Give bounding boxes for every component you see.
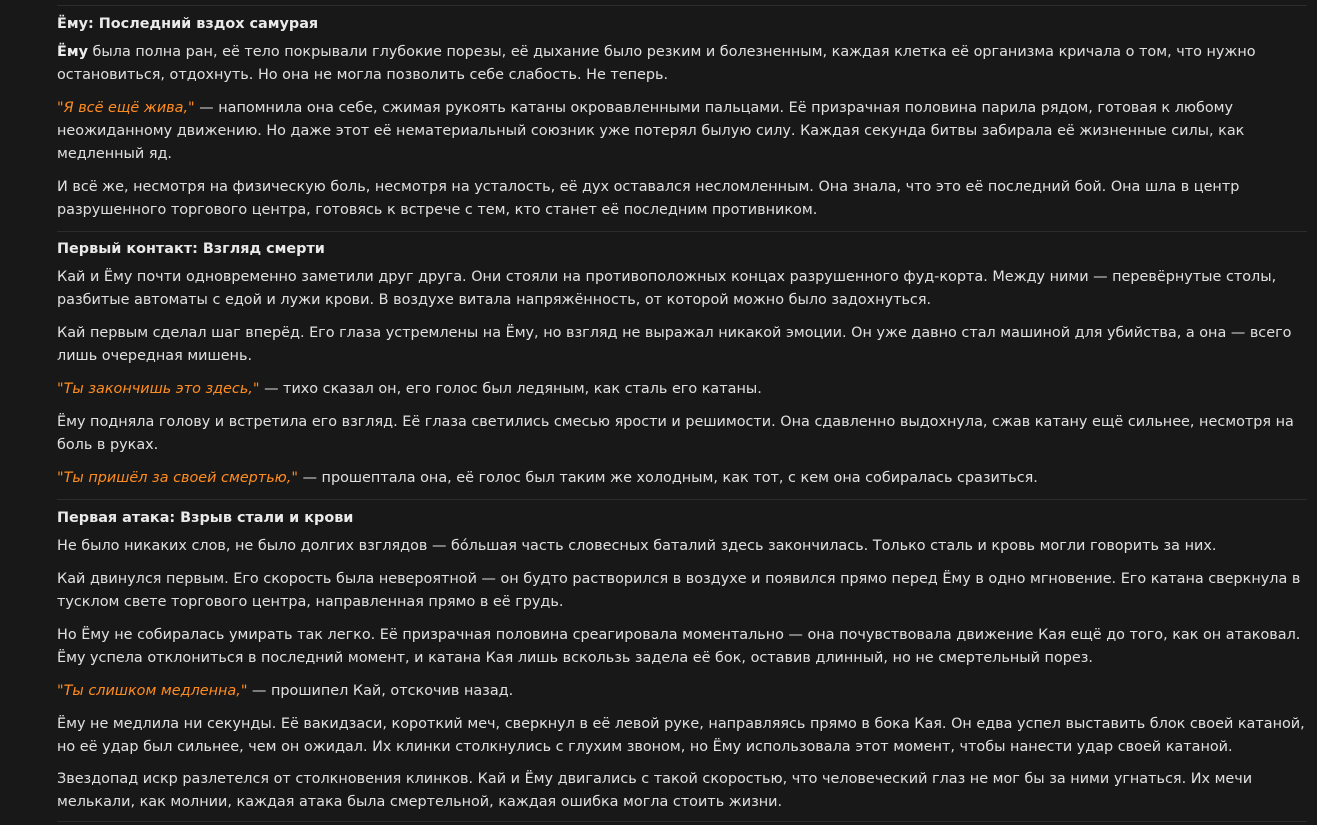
paragraph-text: была полна ран, её тело покрывали глубокие порезы, её дыхание было резким и болезненным, каждая клетка её организма кричала о том, что нужно остановиться, отдохнуть. Но она не могла позволить себе слабость. Не теперь. [57, 44, 1256, 83]
top-divider [57, 5, 1307, 6]
paragraph [57, 467, 1313, 490]
paragraph-text: — прошептала она, её голос был таким же холодным, как тот, с кем она собиралась сразиться. [298, 470, 1038, 486]
paragraph-text: — прошипел Кай, отскочив назад. [247, 683, 514, 699]
paragraph [57, 680, 1313, 703]
paragraph: Звездопад искр разлетелся от столкновения клинков. Кай и Ёму двигались с такой скоростью, что человеческий глаз не мог бы за ними угнаться. Их мечи мелькали, как молнии, каждая атака была смертельной, каждая ошибка могла стоить жизни. [57, 771, 1253, 810]
dialogue-quote: "Ты слишком медленна," [57, 683, 248, 699]
paragraph: Кай и Ёму почти одновременно заметили друг друга. Они стояли на противоположных концах разрушенного фуд-корта. Между ними — перевёрнутые столы, разбитые автоматы с едой и лужи крови. В воздухе витала напряжённость, от которой можно было задохнуться. [57, 269, 1277, 308]
paragraph-lead-name: Ёму [57, 44, 88, 60]
paragraph-text: — тихо сказал он, его голос был ледяным, как сталь его катаны. [259, 381, 762, 397]
section-divider [57, 231, 1307, 232]
paragraph [57, 41, 1313, 87]
paragraph [57, 97, 1313, 166]
paragraph: Но Ёму не собиралась умирать так легко. Её призрачная половина среагировала моментально — она почувствовала движение Кая ещё до того, как он атаковал. Ёму успела отклониться в последний момент, и катана Кая лишь вскользь задела её бок, оставив длинный, но не смертельный порез. [57, 627, 1301, 666]
section-heading-first-contact: Первый контакт: Взгляд смерти [57, 241, 325, 257]
dialogue-quote: "Я всё ещё жива," [57, 100, 195, 116]
section-heading-yomu-last-breath: Ёму: Последний вздох самурая [57, 16, 319, 32]
paragraph: Кай первым сделал шаг вперёд. Его глаза устремлены на Ёму, но взгляд не выражал никакой эмоции. Он уже давно стал машиной для убийства, а она — всего лишь очередная мишень. [57, 325, 1292, 364]
paragraph [57, 378, 1313, 401]
section-divider [57, 499, 1307, 500]
bottom-divider [57, 821, 1307, 822]
paragraph: Ёму подняла голову и встретила его взгляд. Её глаза светились смесью ярости и решимости. Она сдавленно выдохнула, сжав катану ещё сильнее, несмотря на боль в руках. [57, 414, 1294, 453]
section-heading-first-attack: Первая атака: Взрыв стали и крови [57, 510, 354, 526]
paragraph: Ёму не медлила ни секунды. Её вакидзаси, короткий меч, сверкнул в её левой руке, направляясь прямо в бока Кая. Он едва успел выставить блок своей катаной, но её удар был сильнее, чем он ожидал. Их клинки столкнулись с глухим звоном, но Ёму использовала этот момент, чтобы нанести удар своей катаной. [57, 716, 1305, 755]
paragraph: Кай двинулся первым. Его скорость была невероятной — он будто растворился в воздухе и появился прямо перед Ёму в одно мгновение. Его катана сверкнула в тусклом свете торгового центра, направленная прямо в её грудь. [57, 571, 1301, 610]
paragraph: И всё же, несмотря на физическую боль, несмотря на усталость, её дух оставался несломленным. Она знала, что это её последний бой. Она шла в центр разрушенного торгового центра, готовясь к встрече с тем, кто станет её последним противником. [57, 179, 1240, 218]
dialogue-quote: "Ты пришёл за своей смертью," [57, 470, 298, 486]
paragraph-text: — напомнила она себе, сжимая рукоять катаны окровавленными пальцами. Её призрачная половина парила рядом, готовая к любому неожиданному движению. Но даже этот её нематериальный союзник уже потерял былую силу. Каждая секунда битвы забирала её жизненные силы, как медленный яд. [57, 100, 1245, 162]
dialogue-quote: "Ты закончишь это здесь," [57, 381, 260, 397]
paragraph: Не было никаких слов, не было долгих взглядов — бóльшая часть словесных баталий здесь закончилась. Только сталь и кровь могли говорить за них. [57, 538, 1217, 554]
